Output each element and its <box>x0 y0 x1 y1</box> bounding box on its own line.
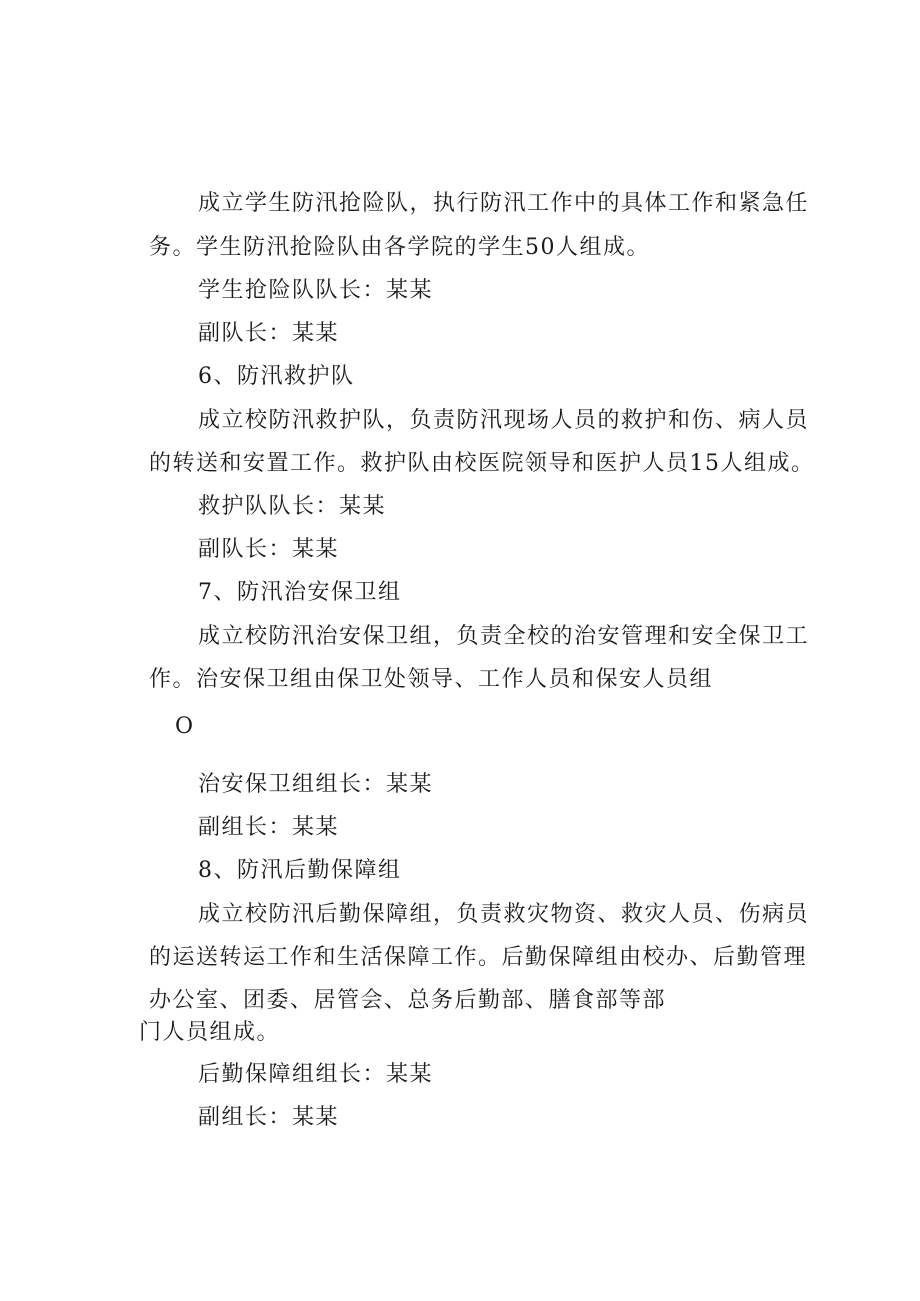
student-team-leader: 学生抢险队队长：某某 <box>198 278 434 303</box>
stray-character: O <box>175 714 195 739</box>
paragraph-security-group-line-2: 作。治安保卫组由保卫处领导、工作人员和保安人员组 <box>149 667 714 692</box>
paragraph-logistics-group-line-4: 门人员组成。 <box>139 1020 281 1045</box>
rescue-team-leader: 救护队队长：某某 <box>198 494 387 519</box>
section-heading-8: 8、防汛后勤保障组 <box>198 858 402 883</box>
paragraph-student-team-line-1: 成立学生防汛抢险队，执行防汛工作中的具体工作和紧急任 <box>198 191 810 216</box>
rescue-team-deputy: 副队长：某某 <box>198 537 340 562</box>
student-team-deputy: 副队长：某某 <box>198 321 340 346</box>
paragraph-rescue-team-line-2: 的转送和安置工作。救护队由校医院领导和医护人员15人组成。 <box>149 451 815 476</box>
paragraph-logistics-group-line-1: 成立校防汛后勤保障组，负责救灾物资、救灾人员、伤病员 <box>198 902 810 927</box>
security-group-deputy: 副组长：某某 <box>198 815 340 840</box>
paragraph-student-team-line-2: 务。学生防汛抢险队由各学院的学生50人组成。 <box>149 235 650 260</box>
paragraph-rescue-team-line-1: 成立校防汛救护队，负责防汛现场人员的救护和伤、病人员 <box>198 408 810 433</box>
section-heading-7: 7、防汛治安保卫组 <box>198 580 402 605</box>
section-heading-6: 6、防汛救护队 <box>198 364 355 389</box>
logistics-group-deputy: 副组长：某某 <box>198 1105 340 1130</box>
paragraph-security-group-line-1: 成立校防汛治安保卫组，负责全校的治安管理和安全保卫工 <box>198 624 810 649</box>
paragraph-logistics-group-line-2: 的运送转运工作和生活保障工作。后勤保障组由校办、后勤管理 <box>149 945 808 970</box>
paragraph-logistics-group-line-3: 办公室、团委、居管会、总务后勤部、膳食部等部 <box>149 988 667 1013</box>
logistics-group-leader: 后勤保障组组长：某某 <box>198 1062 434 1087</box>
security-group-leader: 治安保卫组组长：某某 <box>198 772 434 797</box>
